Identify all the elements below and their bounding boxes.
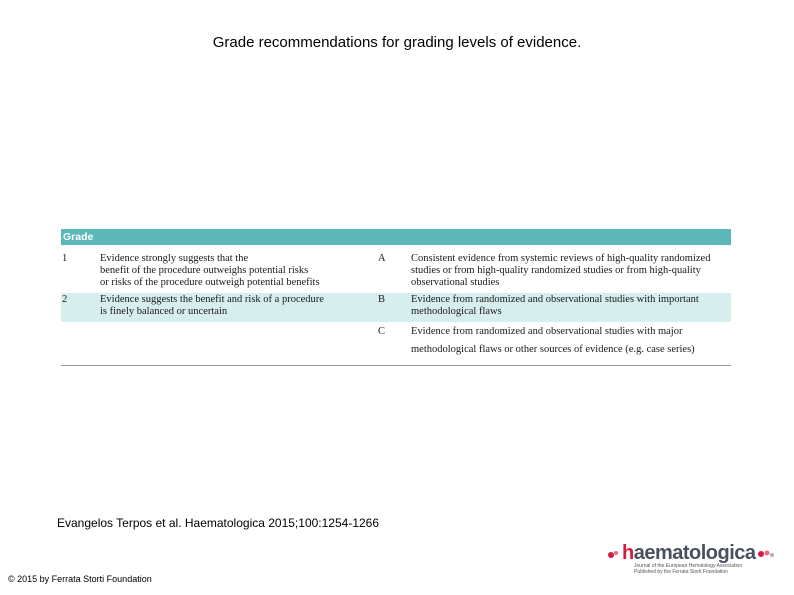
- table-row: [61, 322, 731, 365]
- description-line: or risks of the procedure outweigh potential benefits: [100, 277, 320, 288]
- logo-name: aematologica: [633, 542, 756, 564]
- ehalogo-icon: [756, 548, 776, 560]
- table-row: [61, 245, 731, 293]
- description-line: is finely balanced or uncertain: [100, 306, 228, 317]
- evidence-line: methodological flaws or other sources of evidence (e.g. case series): [411, 344, 695, 355]
- evidence-line: methodological flaws: [411, 306, 502, 317]
- description-cell: [100, 253, 320, 289]
- description-line: benefit of the procedure outweighs potential risks: [100, 265, 309, 276]
- citation: Evangelos Terpos et al. Haematologica 2015;100:1254-1266: [57, 516, 380, 530]
- red-cell-icon: [606, 548, 620, 562]
- evidence-line: Consistent evidence from systemic reviews of high-quality randomized: [411, 253, 711, 264]
- evidence-line: Evidence from randomized and observational studies with major: [411, 326, 683, 337]
- evidence-line: studies or from high-quality randomized studies or from high-quality: [411, 265, 701, 276]
- table-row: [61, 293, 731, 322]
- table-header: Grade: [61, 229, 731, 245]
- evidence-grade-table: [61, 229, 731, 366]
- level-cell: B: [378, 294, 386, 305]
- grade-cell: 1: [62, 253, 68, 264]
- evidence-line: Evidence from randomized and observational studies with important: [411, 294, 699, 305]
- evidence-cell: [411, 253, 710, 289]
- logo-subtitle: Published by the Ferrata Storti Foundation: [634, 569, 728, 575]
- level-cell: A: [378, 253, 386, 264]
- logo-subtitle: Journal of the European Hematology Association: [634, 563, 743, 569]
- haematologica-logo: [606, 542, 786, 578]
- description-line: Evidence suggests the benefit and risk of a procedure: [100, 294, 324, 305]
- description-cell: [100, 294, 324, 318]
- copyright-notice: © 2015 by Ferrata Storti Foundation: [8, 574, 152, 584]
- level-cell: C: [378, 326, 386, 337]
- figure-title: Grade recommendations for grading levels of evidence.: [212, 34, 582, 51]
- logo-accent: h: [622, 542, 634, 564]
- evidence-line: observational studies: [411, 277, 500, 288]
- description-line: Evidence strongly suggests that the: [100, 253, 249, 264]
- evidence-cell: [411, 294, 699, 318]
- evidence-cell: [411, 326, 695, 356]
- grade-cell: 2: [62, 294, 68, 305]
